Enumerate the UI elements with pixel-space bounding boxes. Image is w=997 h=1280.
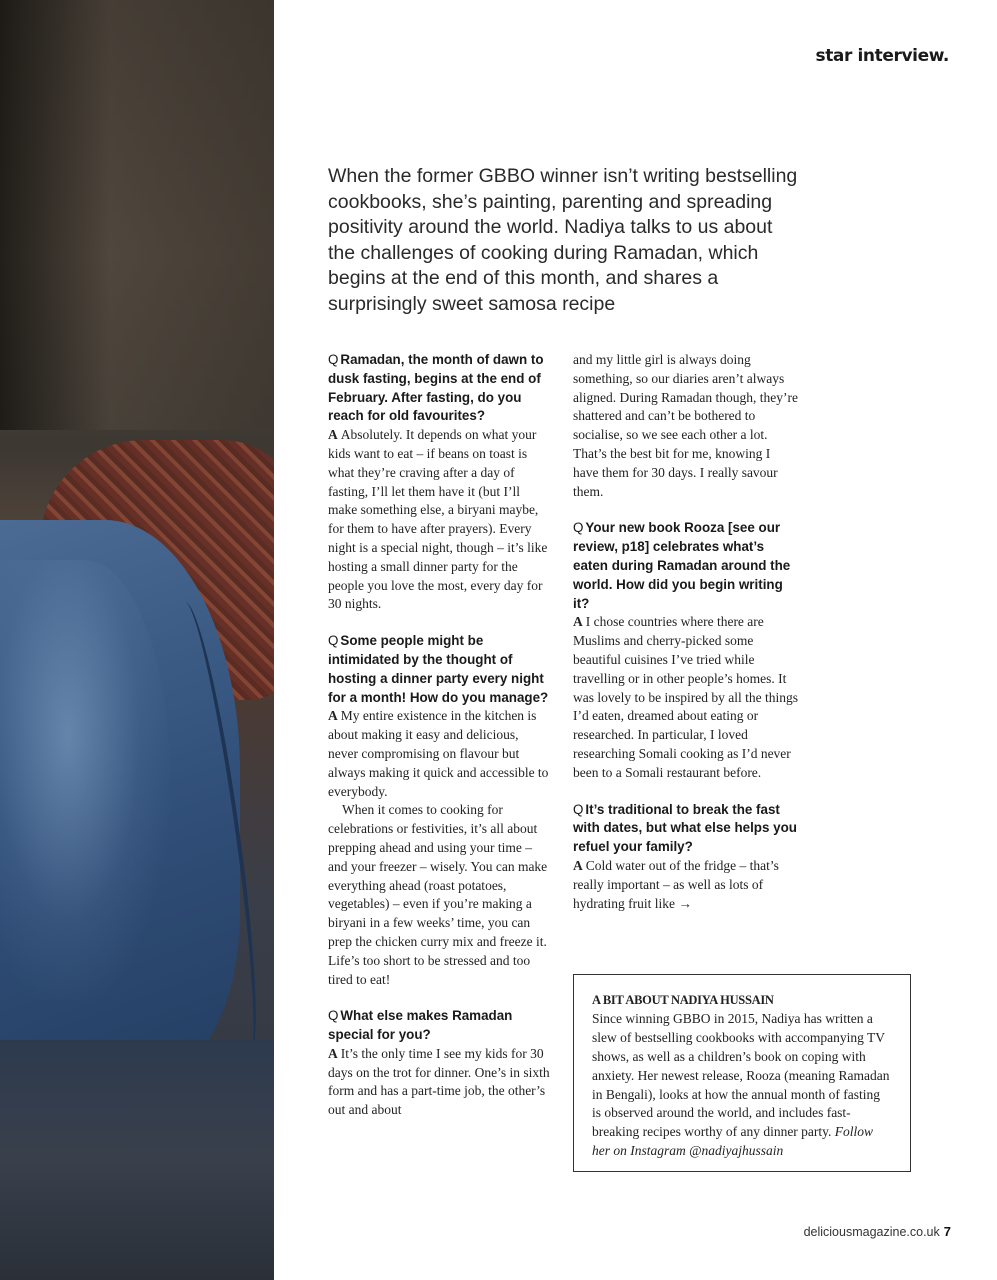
- question-text: Your new book Rooza [see our review, p18] celebrates what’s eaten during Ramadan around the world. How did you begin writing it?: [573, 520, 791, 611]
- article-column-2: [573, 351, 798, 913]
- q-marker: Q: [328, 1008, 339, 1024]
- answer-text: Cold water out of the fridge – that’s really important – as well as lots of hydrating fruit like →: [573, 857, 779, 911]
- bio-box: [573, 974, 911, 1172]
- photo-denim-highlight: [0, 560, 170, 1000]
- instagram-handle: Follow her on Instagram @nadiyajhussain: [592, 1124, 874, 1159]
- page-footer: [804, 1224, 951, 1239]
- cover-photo: [0, 0, 274, 1280]
- photo-lap-area: [0, 1040, 274, 1280]
- a-marker: A: [328, 1045, 338, 1061]
- question-3: [328, 1007, 550, 1045]
- bio-body: Since winning GBBO in 2015, Nadiya has written a slew of bestselling cookbooks with accompanying TV shows, as well as a children’s book on coping with anxiety. Her newest release, Rooza (meaning Ramadan in Bengali), looks at how the annual month of fasting is observed around the world, and includes fast-breaking recipes worthy of any dinner party.: [592, 1010, 890, 1140]
- question-text: Some people might be intimidated by the thought of hosting a dinner party every night for a month! How do you manage?: [328, 633, 549, 705]
- question-1: [328, 351, 550, 426]
- section-label: star interview.: [815, 46, 949, 66]
- question-text: What else makes Ramadan special for you?: [328, 1008, 513, 1043]
- a-marker: A: [573, 857, 583, 873]
- answer-text: My entire existence in the kitchen is about making it easy and delicious, never compromising on flavour but always making it quick and accessible to everybody.: [328, 708, 549, 799]
- question-2: [328, 632, 550, 707]
- answer-3: [328, 1045, 550, 1120]
- question-text: It’s traditional to break the fast with dates, but what else helps you refuel your family?: [573, 801, 797, 855]
- a-marker: A: [573, 614, 583, 630]
- question-5: [573, 801, 798, 857]
- answer-4: [573, 613, 798, 782]
- answer-2-continued: When it comes to cooking for celebrations or festivities, it’s all about prepping ahead and using your time – and your freezer – wisely. You can make everything ahead (roast potatoes, vegetables) – even if you’re making a biryani in a few weeks’ time, you can prep the chicken curry mix and freeze it. Life’s too short to be stressed and too tired to eat!: [328, 802, 548, 987]
- standfirst: When the former GBBO winner isn’t writing bestselling cookbooks, she’s painting, parenting and spreading positivity around the world. Nadiya talks to us about the challenges of cooking during Ramadan, which begins at the end of this month, and shares a surprisingly sweet samosa recipe: [328, 165, 798, 315]
- q-marker: Q: [573, 520, 584, 536]
- answer-2: [328, 707, 550, 801]
- question-4: [573, 519, 798, 613]
- website-url: deliciousmagazine.co.uk: [803, 1225, 940, 1239]
- answer-text: I chose countries where there are Muslims and cherry-picked some beautiful cuisines I’ve tried while travelling or in other people’s homes. It was lovely to be inspired by all the things I’d eaten, dreamed about eating or researched. In particular, I loved researching Somali cooking as I’d never been to a Somali restaurant before.: [573, 614, 798, 780]
- answer-1: [328, 426, 550, 614]
- q-marker: Q: [328, 633, 339, 649]
- answer-text: It’s the only time I see my kids for 30 days on the trot for dinner. One’s in sixth form and has a part-time job, the other’s out and about: [328, 1045, 550, 1118]
- bio-title: A BIT ABOUT NADIYA HUSSAIN: [592, 993, 774, 1007]
- q-marker: Q: [573, 801, 584, 817]
- q-marker: Q: [328, 352, 339, 367]
- a-marker: A: [328, 427, 338, 443]
- page-number: 7: [943, 1224, 951, 1239]
- answer-text: Absolutely. It depends on what your kids want to eat – if beans on toast is what they’re craving after a day of fasting, I’ll let them have it (but I’ll make something else, a biryani maybe, for them to have after prayers). Every night is a special night, though – it’s like hosting a small dinner party for the people you love the most, every day for 30 nights.: [328, 427, 548, 612]
- photo-background-wall: [0, 0, 274, 430]
- question-text: Ramadan, the month of dawn to dusk fasting, begins at the end of February. After fasting, do you reach for old favourites?: [328, 352, 544, 424]
- answer-3-continued: and my little girl is always doing something, so our diaries aren’t always aligned. During Ramadan though, they’re shattered and can’t be bothered to socialise, so we see each other a lot. That’s the best bit for me, knowing I have them for 30 days. I really savour them.: [573, 352, 798, 499]
- answer-5: [573, 857, 798, 913]
- bio-text: [592, 1010, 892, 1161]
- article-column-1: [328, 351, 550, 1120]
- a-marker: A: [328, 708, 338, 724]
